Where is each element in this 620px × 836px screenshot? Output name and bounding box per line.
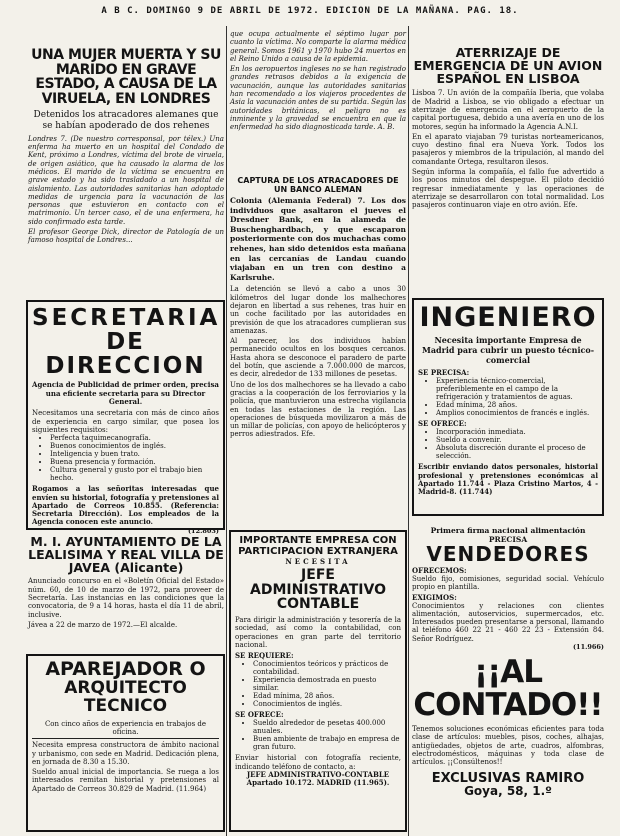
list-item: • Conocimientos teóricos y prácticos de contabilidad.	[253, 660, 401, 676]
ad-offer-list	[235, 719, 401, 751]
ad-title: JEFE ADMINISTRATIVO	[250, 567, 386, 598]
ad-body: Anunciado concurso en el «Boletín Oficial del Estado» núm. 60, de 10 de marzo de 1972, para proveer de Secretaría. Las instancias en las condiciones que la convocatoria, de 9 a 14 horas, hasta el día 11 de abril, inclusive.	[28, 577, 224, 619]
ad-top-line: IMPORTANTE EMPRESA CON	[239, 535, 397, 546]
article-body: que ocupa actualmente el séptimo lugar por cuanto la víctima. No comparte la alarma médica general. Somos 1961 y 1970 hubo 24 muertos en el Reino Unido a causa de la epidemia.	[230, 30, 406, 63]
ad-offer-label: OFRECEMOS:	[412, 566, 467, 575]
list-item: • Inteligencia y buen trato.	[50, 450, 219, 458]
article-bank-robbery	[230, 176, 406, 521]
article-body: El profesor George Dick, director de Patología de un famoso hospital de Londres...	[28, 228, 224, 245]
ad-top-line: Primera firma nacional alimentación PRECISA	[430, 526, 586, 544]
ad-reference: (11.966)	[572, 643, 604, 652]
ad-offer-label: SE OFRECE:	[418, 419, 467, 429]
list-item: • Buenos conocimientos de inglés.	[50, 442, 219, 450]
ad-top-line: PARTICIPACION EXTRANJERA	[238, 545, 398, 557]
list-item: • Edad mínima, 28 años.	[253, 692, 401, 700]
ad-requirements-intro: Necesitamos una secretaria con más de cinco años de experiencia en cargo similar, que posea los siguientes requisitos:	[32, 409, 219, 434]
ad-jefe-administrativo	[229, 530, 407, 832]
article-body: Al parecer, los dos individuos habían permanecido ocultos en los bosques cercanos. Hasta ahora se desconoce el paradero de parte del botín, que asciende a 7.000.000 de marcos, es decir, alrededor de 133 millones de pesetas.	[230, 337, 406, 379]
ad-title: M. I. AYUNTAMIENTO DE LA LEALISIMA Y REAL VILLA DE JAVEA (Alicante)	[28, 534, 224, 576]
ad-ayuntamiento	[28, 535, 224, 653]
ad-intro: Agencia de Publicidad de primer orden, precisa una eficiente secretaria para su Director General.	[32, 380, 219, 407]
ad-body: Tenemos soluciones económicas eficientes para toda clase de artículos: muebles, pisos, coches, alhajas, antigüedades, objetos de arte, cuadros, alfombras, electrodomésticos, máquinas y toda clase de artículos. ¡¡Consúltenos!!	[412, 725, 604, 767]
ad-title: ARQUITECTO TECNICO	[64, 677, 187, 716]
ad-body: Con cinco años de experiencia en trabajos de oficina.	[44, 719, 207, 736]
list-item: • Cultura general y gusto por el trabajo bien hecho.	[50, 466, 219, 482]
article-headline: CAPTURA DE LOS ATRACADORES DE UN BANCO ALEMAN	[237, 176, 399, 194]
ad-offer-label: SE OFRECE:	[235, 710, 284, 720]
list-item: • Buena presencia y formación.	[50, 458, 219, 466]
ad-need: NECESITA	[285, 557, 351, 566]
ad-address: JEFE ADMINISTRATIVO-CONTABLE Apartado 10.172. MADRID (11.965).	[246, 769, 390, 788]
ad-offer-list	[418, 428, 598, 460]
ad-requirements-label: SE PRECISA:	[418, 368, 470, 378]
ad-title: DE DIRECCION	[45, 329, 206, 380]
list-item: • Experiencia demostrada en puesto similar.	[253, 676, 401, 692]
ad-body: Necesita empresa constructora de ámbito nacional y urbanismo, con sede en Madrid. Dedicación plena, en jornada de 8.30 a 15.30.	[32, 741, 219, 766]
ad-body: Sueldo anual inicial de importancia. Se ruega a los interesados remitan historial y pretensiones al Apartado de Correos 30.829 de Madrid. (11.964)	[32, 768, 219, 793]
article-smallpox	[28, 48, 224, 273]
article-body: Lisboa 7. Un avión de la compañía Iberia, que volaba de Madrid a Lisboa, se vio obligado a efectuar un aterrizaje de emergencia en el aeropuerto de la capital portuguesa, debido a una avería en uno de los motores, según ha informado la Agencia A.N.I.	[412, 89, 604, 131]
list-item: • Buen ambiente de trabajo en empresa de gran futuro.	[253, 735, 401, 751]
ad-offer-text: Sueldo fijo, comisiones, seguridad social. Vehículo propio en plantilla.	[412, 575, 604, 592]
ad-requirements-text: Conocimientos y relaciones con clientes alimentación, autoservicios, supermercados, etc. Interesados pueden presentarse a personal, llamando al teléfono 460 22 21 - 460 22 23 - Extensión 84. Señor Rodríguez.	[412, 601, 604, 643]
list-item: • Sueldo a convenir.	[436, 436, 598, 444]
column-rule	[226, 26, 227, 836]
ad-intro: Necesita importante Empresa de Madrid para cubrir un puesto técnico-comercial	[421, 335, 595, 366]
ad-secretaria	[26, 300, 225, 535]
ad-send: Escribir enviando datos personales, historial profesional y pretensiones económicas al Apartado 11.744 - Plaza Cristino Martos, 4 - Madrid-8. (11.744)	[418, 462, 598, 497]
article-body: Londres 7. (De nuestro corresponsal, por télex.) Una enferma ha muerto en un hospital del Condado de Kent, próximo a Londres, víctima del brote de viruela, de origen asiático, que ha causado la alarma de los médicos. El marido de la víctima se encuentra en grave estado y ha sido trasladado a un hospital de aislamiento. Las autoridades sanitarias han adoptado medidas de urgencia para la vacunación de las personas que estuvieron en contacto con el matrimonio. Un tercer caso, el de una enfermera, ha sido confirmado esta tarde.	[28, 134, 224, 226]
ad-vendedores	[412, 526, 604, 654]
ad-requirements-label: SE REQUIERE:	[235, 651, 294, 661]
article-emergency-landing	[412, 46, 604, 298]
article-headline: ATERRIZAJE DE EMERGENCIA DE UN AVION ESPAÑOL EN LISBOA	[413, 45, 603, 87]
list-item: • Edad mínima, 28 años.	[436, 401, 598, 409]
ad-reference: (12.803)	[187, 526, 219, 535]
article-body: En el aparato viajaban 79 turistas norteamericanos, cuyo destino final era Nueva York. Todos los pasajeros y miembros de la tripulación, al mando del comandante Ortega, resultaron ilesos.	[412, 132, 604, 166]
article-lead: Colonia (Alemania Federal) 7. Los dos individuos que asaltaron el jueves el Dresdner Bank, en la alameda de Buschenghardbach, y que escaparon posteriormente con dos muchachas como rehenes, han sido detenidos esta mañana en las cercanías de Landau cuando viajaban en un tren con destino a Karlsruhe.	[230, 196, 406, 282]
ad-send: Enviar historial con fotografía reciente, indicando teléfono de contacto, a:	[235, 754, 401, 771]
ad-al-contado	[412, 656, 604, 832]
ad-closing: Rogamos a las señoritas interesadas que envíen su historial, fotografía y pretensiones al Apartado de Correos 10.855. (Referencia: Secretaria Dirección). Los empleados de la Agencia conocen este anuncio.	[32, 484, 219, 527]
list-item: • Conocimientos de inglés.	[253, 700, 401, 708]
article-headline: UNA MUJER MUERTA Y SU MARIDO EN GRAVE ESTADO, A CAUSA DE LA VIRUELA, EN LONDRES	[31, 47, 221, 108]
ad-title: VENDEDORES	[426, 542, 590, 566]
list-item: • Amplios conocimientos de francés e inglés.	[436, 409, 598, 417]
article-body: Uno de los dos malhechores se ha llevado a cabo gracias a la cooperación de los ferroviarios y la policía, que mantuvieron una estrecha vigilancia en todas las estaciones de la región. Las operaciones de búsqueda movilizaron a más de un millar de policías, con apoyo de helicópteros y perros adiestrados. Efe.	[230, 380, 406, 439]
ad-requirements-label: EXIGIMOS:	[412, 592, 457, 602]
ad-requirements-list	[235, 660, 401, 708]
article-body: En los aeropuertos ingleses no se han registrado grandes retrasos debidos a la exigencia de vacunación, aunque las autoridades sanitarias han recomendado a los viajeros procedentes de Asia la vacunación antes de su partida. Según las autoridades británicas, el peligro no es inminente y la gravedad se encuentra en que la enfermedad ha sido diagnosticada tarde. A. B.	[230, 65, 406, 132]
ad-title: SECRETARIA	[32, 305, 221, 331]
list-item: • Experiencia técnico-comercial, preferiblemente en el campo de la refrigeración y tratamientos de aguas.	[436, 377, 598, 401]
ad-title: CONTABLE	[276, 596, 360, 613]
article-subhead: Detenidos los atracadores alemanes que se habían apoderado de dos rehenes	[33, 109, 219, 131]
list-item: • Sueldo alrededor de pesetas 400.000 anuales.	[253, 719, 401, 735]
page-header: A B C. DOMINGO 9 DE ABRIL DE 1972. EDICION DE LA MAÑANA. PAG. 18.	[101, 6, 519, 16]
ad-requirements-list	[32, 434, 219, 482]
article-smallpox-continued	[230, 30, 406, 172]
list-item: • Perfecta taquimecanografía.	[50, 434, 219, 442]
list-item: • Incorporación inmediata.	[436, 428, 598, 436]
column-rule	[408, 26, 409, 836]
list-item: • Absoluta discreción durante el proceso de selección.	[436, 444, 598, 460]
ad-address: Goya, 58, 1.º	[464, 784, 552, 799]
ad-title: APAREJADOR O	[45, 658, 206, 680]
ad-title: ¡¡AL CONTADO!!	[413, 654, 603, 723]
ad-title: INGENIERO	[419, 302, 597, 333]
ad-requirements-list	[418, 377, 598, 417]
article-body: La detención se llevó a cabo a unos 30 kilómetros del lugar donde los malhechores dejaron en libertad a sus rehenes, tras huir en un coche facilitado por las autoridades en previsión de que los atracadores cumplieran sus amenazas.	[230, 285, 406, 335]
ad-intro: Para dirigir la administración y tesorería de la sociedad, así como la contabilidad, con operaciones en gran parte del territorio nacional.	[235, 616, 401, 649]
ad-signature: Jávea a 22 de marzo de 1972.—El alcalde.	[28, 620, 178, 629]
ad-aparejador	[26, 654, 225, 832]
ad-company-name: EXCLUSIVAS RAMIRO	[431, 770, 585, 786]
article-body: Según informa la compañía, el fallo fue advertido a los pocos minutos del despegue. El piloto decidió regresar inmediatamente y las operaciones de aterrizaje se desarrollaron con total normalidad. Los pasajeros continuaron viaje en otro avión. Efe.	[412, 168, 604, 210]
ad-ingeniero	[412, 298, 604, 516]
